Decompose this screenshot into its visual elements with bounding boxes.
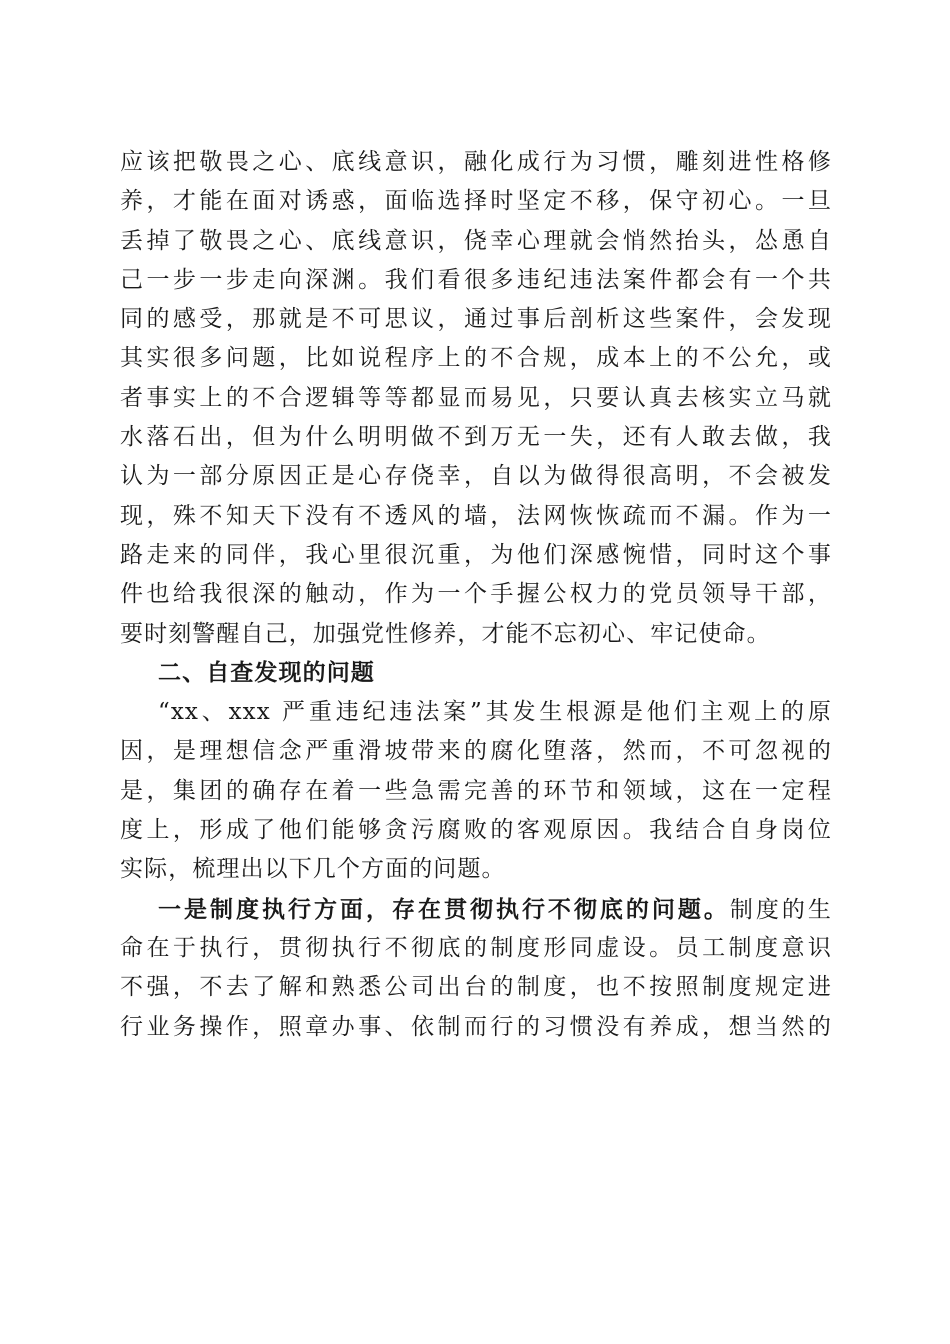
document-body — [120, 143, 832, 1047]
text-line: “xx、xxx 严重违纪违法案”其发生根源是他们主观上的原 — [158, 699, 832, 726]
text-line: 己一步一步走向深渊。我们看很多违纪违法案件都会有一个共 — [120, 266, 832, 293]
text-line — [120, 890, 832, 929]
bold-lead-sentence: 一是制度执行方面，存在贯彻执行不彻底的问题。 — [158, 895, 730, 923]
text-line: 行业务操作，照章办事、依制而行的习惯没有养成，想当然的 — [120, 1013, 832, 1040]
text-run: 制度的生 — [729, 896, 832, 923]
text-line: 因，是理想信念严重滑坡带来的腐化堕落，然而，不可忽视的 — [120, 738, 832, 765]
paragraph-system-execution — [120, 890, 832, 1047]
text-line: 者事实上的不合逻辑等等都显而易见，只要认真去核实立马就 — [120, 384, 832, 411]
text-line: 应该把敬畏之心、底线意识，融化成行为习惯，雕刻进性格修 — [120, 149, 832, 175]
text-line: 不强，不去了解和熟悉公司出台的制度，也不按照制度规定进 — [120, 974, 832, 1001]
text-line: 养，才能在面对诱惑，面临选择时坚定不移，保守初心。一旦 — [120, 188, 832, 215]
text-line: 水落石出，但为什么明明做不到万无一失，还有人敢去做，我 — [120, 424, 832, 451]
text-line: 路走来的同伴，我心里很沉重，为他们深感惋惜，同时这个事 — [120, 541, 832, 568]
text-line: 认为一部分原因正是心存侥幸，自以为做得很高明，不会被发 — [120, 463, 832, 490]
text-line: 现，殊不知天下没有不透风的墙，法网恢恢疏而不漏。作为一 — [120, 502, 832, 529]
text-line: 度上，形成了他们能够贪污腐败的客观原因。我结合自身岗位 — [120, 817, 832, 844]
section-heading: 二、自查发现的问题 — [158, 659, 375, 686]
text-line: 命在于执行，贯彻执行不彻底的制度形同虚设。员工制度意识 — [120, 934, 832, 961]
text-line: 要时刻警醒自己，加强党性修养，才能不忘初心、牢记使命。 — [120, 620, 771, 647]
paragraph-consequences — [120, 143, 832, 654]
text-line: 丢掉了敬畏之心、底线意识，侥幸心理就会悄然抬头，怂恿自 — [120, 227, 832, 254]
text-line: 件也给我很深的触动，作为一个手握公权力的党员领导干部， — [120, 581, 832, 608]
text-line: 是，集团的确存在着一些急需完善的环节和领域，这在一定程 — [120, 777, 832, 804]
text-line: 实际，梳理出以下几个方面的问题。 — [120, 856, 506, 883]
text-line: 同的感受，那就是不可思议，通过事后剖析这些案件，会发现 — [120, 306, 832, 333]
paragraph-case-analysis — [120, 693, 832, 889]
text-line: 其实很多问题，比如说程序上的不合规，成本上的不公允，或 — [120, 345, 832, 372]
